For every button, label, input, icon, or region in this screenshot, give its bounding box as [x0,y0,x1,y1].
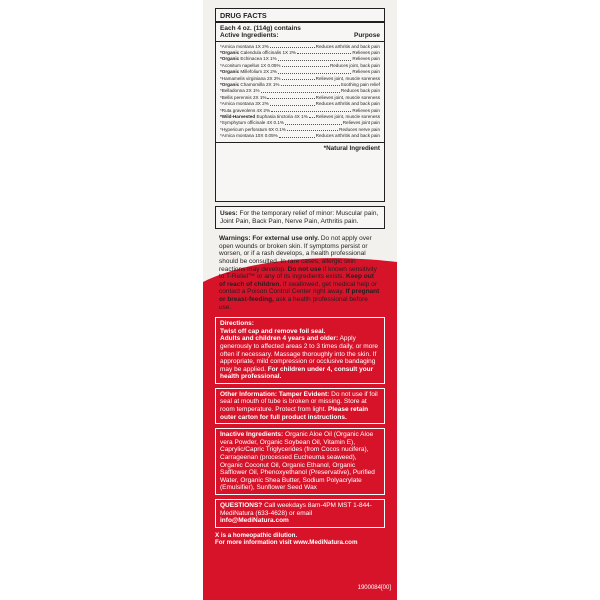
leader-dots [270,101,315,105]
ingredient-purpose: Relieves pain [352,50,380,55]
active-label: Active Ingredients: [220,32,279,40]
ingredient-purpose: Reduces arthritis and back pain [315,133,380,139]
directions-text [220,320,380,381]
divider [216,142,384,143]
warnings-text [219,235,381,311]
inactive-label: Inactive Ingredients: [220,431,284,439]
ingredient-purpose: Reduces arthritis and back pain [315,43,380,49]
leader-dots [279,133,315,137]
ingredient-text: *Aconitum napellus 1X 0.05% [220,62,281,68]
leader-dots [287,127,338,131]
inactive-box [215,428,385,495]
ingredient-text: Calendula officinalis 1X 2% [239,50,297,55]
ingredient-text: Euphasia tinctoria 4X 1% [255,114,308,120]
ingredient-qualifier: *Organic [220,82,240,88]
ingredient-qualifier: *Organic [220,56,240,62]
ingredient-purpose: Relieves joint, muscle soreness [315,114,380,120]
warnings-body-1: Do not apply over open wounds or broken skin. If symptoms persist or worsen, or if a rash develops, a health professional should be consulted. In rare cases, allergic skin reactions may develop. [219,235,372,273]
ingredient-text: *Bellis perennis 2X 1% [220,94,267,100]
footer [215,532,385,547]
drug-facts-panel [203,0,397,600]
ingredient-qualifier: *Organic [220,50,240,55]
uses-label: Uses: [220,210,238,217]
adults-children: Adults and children 4 years and older: [220,335,339,343]
email-link[interactable]: info@MediNatura.com [220,517,289,525]
leader-dots [270,44,315,48]
label-content [215,8,385,547]
product-code: 1900084[00] [357,585,391,591]
other-info-box [215,388,385,424]
ingredient-purpose: Soothing pain relief [340,82,380,88]
leader-dots [281,82,340,86]
uses-text [220,210,380,225]
ingredient-purpose: Relieves joint pain [342,120,380,126]
inactive-body: Organic Aloe Oil (Organic Aloe vera Powder, Organic Soybean Oil, Vitamin E), Caprylic/Capric Triglycerides (from Cocos nucifera), Carrageenan (processed Eucheuma seaweed), Organic Coconut Oil, Organic Ethanol, Organic Safflower Oil, Phenoxyethanol (Preservative), Purified Water, Organic Shea Butter, Sodium Polyacrylate (Emulsifier), Sunflower Seed Wax [220,431,375,492]
ingredient-purpose: Reduces nerve pain [339,126,380,132]
do-not-use: Do not use [287,265,322,273]
each-contains: Each 4 oz. (114g) contains [220,25,301,32]
ingredient-text: *Arnica montana 3X 2% [220,101,269,107]
more-info: For more information visit www.MediNatura.com [215,539,358,547]
leader-dots [309,114,315,118]
leader-dots [261,88,340,92]
questions-box [215,499,385,528]
ingredient-name [220,133,278,139]
uses-body: For the temporary relief of minor: Muscular pain, Joint Pain, Back Pain, Nerve Pain, Arthritis pain. [220,210,379,225]
active-header [220,32,380,39]
drug-facts-title: DRUG FACTS [220,11,267,20]
children-under-4: For children under 4, consult your health professional. [220,365,374,381]
ingredient-text: *Ruta graveolens 4X 2% [220,107,271,113]
leader-dots [271,108,351,112]
uses-box [215,206,385,229]
ingredient-text: *Arnica montana 1X 2% [220,43,269,49]
retain-carton: Please retain outer carton for full product instructions. [220,406,369,421]
ingredient-qualifier: *Organic [220,69,240,75]
leader-dots [282,76,315,80]
ingredient-purpose: Relieves pain [352,56,380,62]
warnings-body-2: if known sensitivity to T-Relief™ or any of its ingredients exists. [219,265,377,281]
leader-dots [267,95,314,99]
leader-dots [278,56,352,60]
ingredient-qualifier: *Wild-Harvested [220,114,256,120]
ingredient-purpose: Reduces joint, back pain [329,62,380,68]
ingredient-text: Echinacea 1X 1% [239,56,277,62]
ingredient-text: Chamomilla 2X 1% [239,82,280,88]
questions-text [220,502,380,525]
divider [216,41,384,42]
ingredient-text: *Symphytum officinale 4X 0.1% [220,120,285,126]
directions-label: Directions: [220,320,254,328]
questions-body: Call weekdays 8am-4PM MST 1-844-MediNatura (633-4628) or email [220,502,372,517]
directions-box [215,317,385,384]
ingredient-text: *Belladonna 2X 1% [220,88,260,94]
purpose-label: Purpose [353,32,380,40]
inactive-text [220,431,380,492]
warnings-body-3: If swallowed, get medical help or contact a Poison Control Center right away. [219,280,377,296]
ingredient-purpose: Reduces arthritis and back pain [315,101,380,107]
homeopathic-note: X is a homeopathic dilution. [215,531,298,539]
divider [216,21,384,23]
natural-note: *Natural Ingredient [323,144,380,152]
twist-off: Twist off cap and remove foil seal. [220,327,326,335]
ingredient-text: *Hypericum perforatum 6X 0.1% [220,126,286,132]
ingredient-purpose: Relieves joint, muscle soreness [315,75,380,81]
ingredient-row [220,133,380,139]
keep-out-of-reach: Keep out of reach of children. [219,273,374,288]
questions-label: QUESTIONS? [220,502,263,509]
ingredient-text: Millefolium 2X 2% [239,69,277,75]
ingredient-purpose: Relieves pain [352,107,380,113]
if-pregnant: If pregnant or breast-feeding, [219,288,380,303]
ingredient-purpose: Relieves joint, muscle soreness [315,94,380,100]
leader-dots [297,50,351,54]
directions-body: Apply generously to affected areas 2 to 3 times daily, or more often if necessary. Massage thoroughly into the skin. If appropriate, mild compression or occlusive bandaging may be applied. [220,335,379,373]
leader-dots [278,69,351,73]
ingredient-list [220,44,380,140]
ingredient-purpose: Reduces back pain [340,88,380,94]
leader-dots [282,63,329,67]
drug-facts-box [215,8,385,202]
warnings-body-4: ask a health professional before use. [219,295,368,311]
other-info-text [220,391,380,421]
other-info-body: Do not use if foil seal at mouth of tube is broken or missing. Store at room temperature. Protect from light. [220,390,378,414]
ingredient-purpose: Relieves pain [352,69,380,75]
warnings-box [215,233,385,313]
other-info-label: Other Information: Tamper Evident: [220,390,330,398]
warnings-label: Warnings: For external use only. [219,235,320,243]
ingredient-text: *Hamamelis virginiana 2X 2% [220,75,281,81]
leader-dots [285,120,342,124]
ingredient-text: *Arnica montana 10X 0.05% [220,133,278,139]
